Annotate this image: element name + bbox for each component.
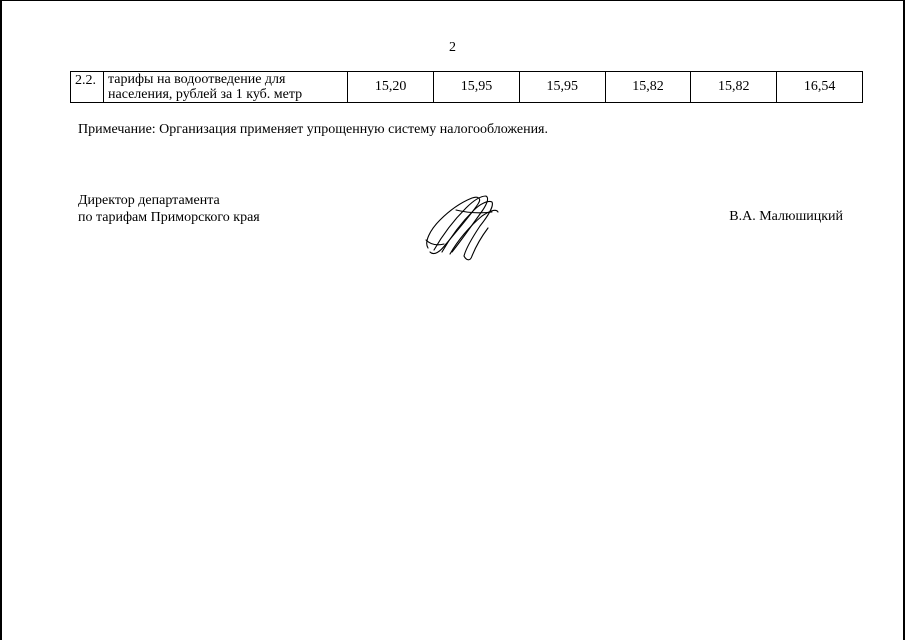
value-cell: 15,82 xyxy=(605,72,691,103)
signer-title-line1: Директор департамента xyxy=(78,193,220,208)
page-number: 2 xyxy=(449,40,456,55)
tariff-table xyxy=(70,71,863,103)
row-number: 2.2. xyxy=(71,72,104,103)
value-cell: 16,54 xyxy=(777,72,863,103)
table-row xyxy=(71,72,863,103)
signer-title-line2: по тарифам Приморского края xyxy=(78,210,260,225)
signer-name: В.А. Малюшицкий xyxy=(729,209,843,224)
row-description-line1: тарифы на водоотведение для xyxy=(107,72,286,87)
row-description xyxy=(103,72,347,103)
row-description-line2: населения, рублей за 1 куб. метр xyxy=(107,87,303,102)
value-cell: 15,95 xyxy=(519,72,605,103)
value-cell: 15,82 xyxy=(691,72,777,103)
signer-title xyxy=(78,192,260,226)
handwritten-signature xyxy=(420,190,500,265)
tax-note: Примечание: Организация применяет упрощенную систему налогообложения. xyxy=(78,122,548,137)
value-cell: 15,20 xyxy=(348,72,434,103)
value-cell: 15,95 xyxy=(434,72,520,103)
